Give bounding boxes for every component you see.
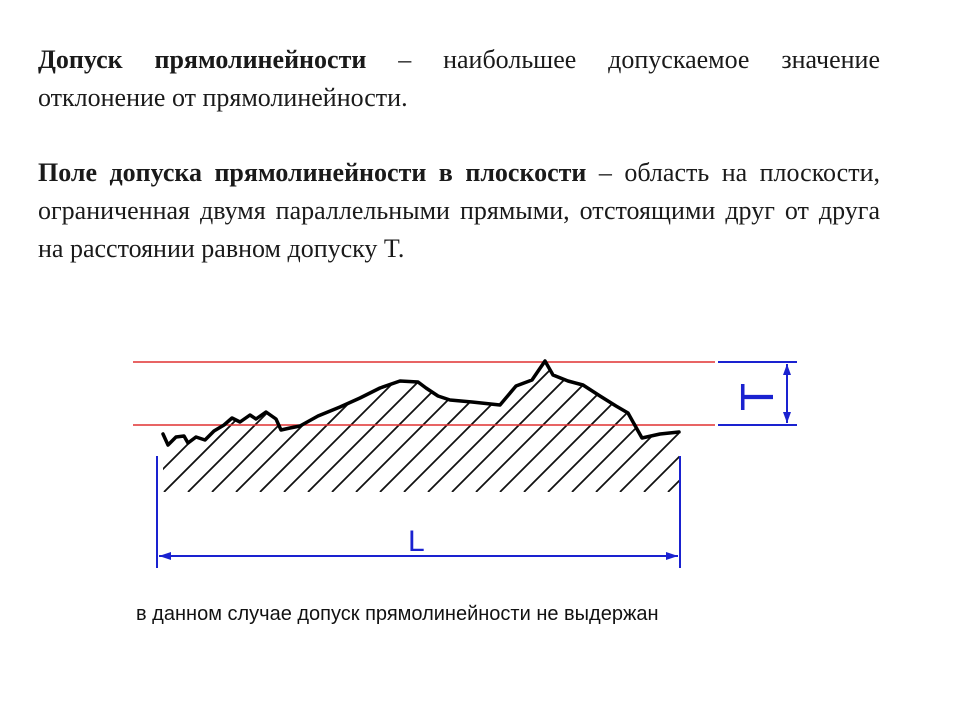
arrowhead-down-icon: [783, 412, 791, 423]
hatch-line: [644, 352, 784, 492]
material-hatching: [140, 352, 880, 492]
hatch-line: [620, 352, 760, 492]
arrowhead-left-icon: [159, 552, 171, 560]
straightness-diagram: [0, 340, 960, 590]
caption: в данном случае допуск прямолинейности не выдержан: [136, 603, 659, 625]
arrowhead-right-icon: [666, 552, 678, 560]
term-tolerance-zone: Поле допуска прямолинейности в плоскости: [38, 158, 587, 187]
definition-straightness-tolerance: [38, 41, 880, 117]
tolerance-label: T: [731, 382, 783, 411]
term-straightness-tolerance: Допуск прямолинейности: [38, 45, 367, 74]
length-label: L: [408, 525, 425, 558]
hatch-line: [692, 352, 832, 492]
hatch-line: [740, 352, 880, 492]
definition-text: – область на плоскости, ограниченная двумя параллельными прямыми, отстоящими друг от друга на расстоянии равном допуску T.: [38, 158, 880, 263]
arrowhead-up-icon: [783, 364, 791, 375]
definition-tolerance-zone: [38, 154, 880, 268]
definition-text: – наибольшее допускаемое значение отклонение от прямолинейности.: [38, 45, 880, 112]
